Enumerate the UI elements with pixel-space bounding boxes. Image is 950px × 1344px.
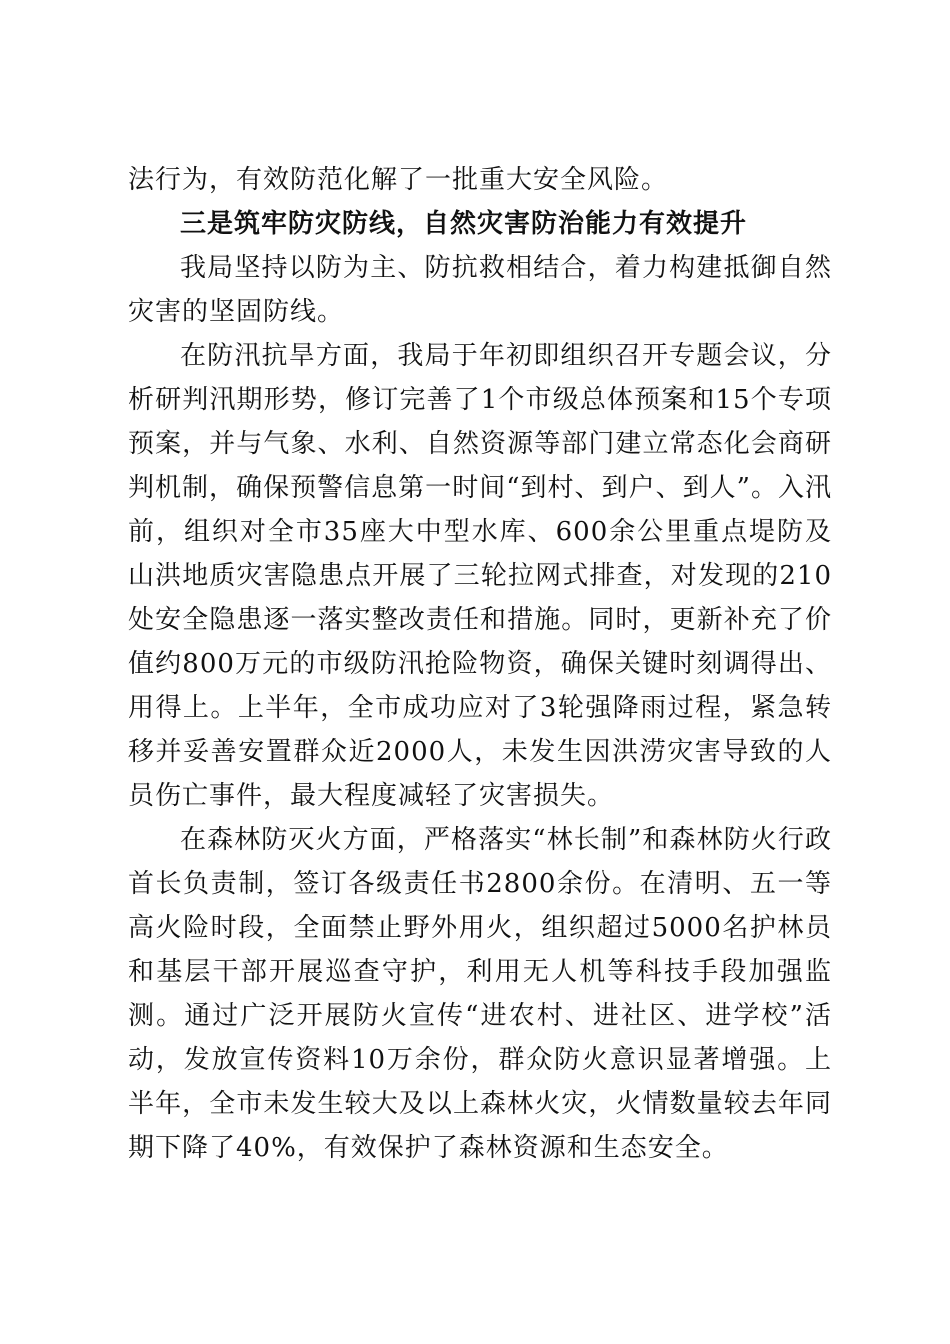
paragraph-flood-control: 在防汛抗旱方面，我局于年初即组织召开专题会议，分析研判汛期形势，修订完善了1个市级总体预案和15个专项预案，并与气象、水利、自然资源等部门建立常态化会商研判机制，确保预警信息第一时间“到村、到户、到人”。入汛前，组织对全市35座大中型水库、600余公里重点堤防及山洪地质灾害隐患点开展了三轮拉网式排查，对发现的210处安全隐患逐一落实整改责任和措施。同时，更新补充了价值约800万元的市级防汛抢险物资，确保关键时刻调得出、用得上。上半年，全市成功应对了3轮强降雨过程，紧急转移并妥善安置群众近2000人，未发生因洪涝灾害导致的人员伤亡事件，最大程度减轻了灾害损失。 (128, 341, 832, 811)
section-heading: 三是筑牢防灾防线，自然灾害防治能力有效提升 (180, 209, 748, 239)
document-body (128, 158, 832, 1170)
paragraph-continuation: 法行为，有效防范化解了一批重大安全风险。 (128, 165, 669, 195)
paragraph-intro: 我局坚持以防为主、防抗救相结合，着力构建抵御自然灾害的坚固防线。 (128, 253, 832, 327)
paragraph-forest-fire: 在森林防灭火方面，严格落实“林长制”和森林防火行政首长负责制，签订各级责任书2800余份。在清明、五一等高火险时段，全面禁止野外用火，组织超过5000名护林员和基层干部开展巡查守护，利用无人机等科技手段加强监测。通过广泛开展防火宣传“进农村、进社区、进学校”活动，发放宣传资料10万余份，群众防火意识显著增强。上半年，全市未发生较大及以上森林火灾，火情数量较去年同期下降了40%，有效保护了森林资源和生态安全。 (128, 825, 832, 1163)
